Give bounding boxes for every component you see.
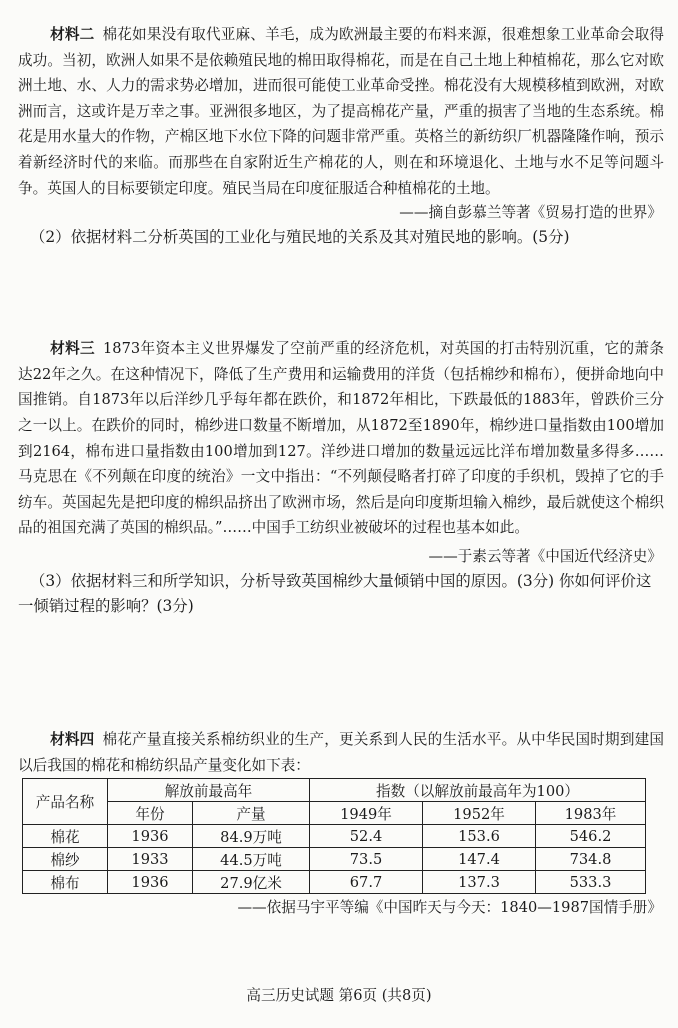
material4-source: ——依据马宇平等编《中国昨天与今天：1840—1987国情手册》 [237,899,662,917]
material2-label: 材料二 [50,26,95,43]
subheader-1983: 1983年 [536,802,646,825]
cell-1949: 52.4 [310,825,423,848]
cell-1983: 533.3 [536,871,646,894]
question-2: （2）依据材料二分析英国的工业化与殖民地的关系及其对殖民地的影响。(5分) [30,228,570,247]
material2-source: ——摘自彭慕兰等著《贸易打造的世界》 [399,204,662,222]
production-table [22,778,646,894]
cell-year: 1936 [108,825,193,848]
table-row [23,825,646,848]
cell-1952: 147.4 [423,848,536,871]
page-footer: 高三历史试题 第6页 (共8页) [246,987,432,1004]
material3-source: ——于素云等著《中国近代经济史》 [428,547,662,565]
subheader-1949: 1949年 [310,802,423,825]
material3-paragraph [18,336,664,541]
material2-text: 棉花如果没有取代亚麻、羊毛，成为欧洲最主要的布料来源，很难想象工业革命会取得成功。当初，欧洲人如果不是依赖殖民地的棉田取得棉花，而是在自己土地上种植棉花，那么它对欧洲土地、水、人力的需求势必增加，进而很可能使工业革命受挫。棉花没有大规模移植到欧洲，对欧洲而言，这或许是万幸之事。亚洲很多地区，为了提高棉花产量，严重的损害了当地的生态系统。棉花是用水量大的作物，产棉区地下水位下降的问题非常严重。英格兰的新纺织厂机器隆隆作响，预示着新经济时代的来临。而那些在自家附近生产棉花的人，则在和环境退化、土地与水不足等问题斗争。英国人的目标要锁定印度。殖民当局在印度征服适合种植棉花的土地。 [18,26,664,197]
subheader-output: 产量 [193,802,310,825]
exam-page [18,22,664,920]
header-prewar: 解放前最高年 [108,779,310,802]
cell-year: 1933 [108,848,193,871]
cell-1983: 546.2 [536,825,646,848]
cell-1983: 734.8 [536,848,646,871]
subheader-year: 年份 [108,802,193,825]
cell-output: 27.9亿米 [193,871,310,894]
table-row [23,848,646,871]
cell-1949: 73.5 [310,848,423,871]
table-header-row [23,779,646,802]
answer-space-3 [18,619,664,727]
cell-name: 棉花 [23,825,108,848]
cell-name: 棉纱 [23,848,108,871]
material2-paragraph [18,22,664,201]
cell-1952: 153.6 [423,825,536,848]
cell-output: 84.9万吨 [193,825,310,848]
material3-text: 1873年资本主义世界爆发了空前严重的经济危机，对英国的打击特别沉重，它的萧条达22年之久。在这种情况下，降低了生产费用和运输费用的洋货（包括棉纱和棉布），便拼命地向中国推销。自1873年以后洋纱几乎每年都在跌价，和1872年相比，下跌最低的1883年，曾跌价三分之一以上。在跌价的同时，棉纱进口数量不断增加，从1872至1890年，棉纱进口量指数由100增加到2164，棉布进口量指数由100增加到127。洋纱进口增加的数量远远比洋布增加数量多得多……马克思在《不列颠在印度的统治》一文中指出：“不列颠侵略者打碎了印度的手织机，毁掉了它的手纺车。英国起先是把印度的棉织品挤出了欧洲市场，然后是向印度斯坦输入棉纱，最后就使这个棉织品的祖国充满了英国的棉织品。”……中国手工纺织业被破坏的过程也基本如此。 [18,340,664,537]
answer-space-2 [18,250,664,336]
material4-label: 材料四 [50,730,95,748]
table-subheader-row [23,802,646,825]
subheader-1952: 1952年 [423,802,536,825]
header-index: 指数（以解放前最高年为100） [310,779,646,802]
header-product: 产品名称 [23,779,108,825]
material3-label: 材料三 [50,340,96,358]
material4-paragraph [18,727,664,778]
material4-text: 棉花产量直接关系棉纺织业的生产，更关系到人民的生活水平。从中华民国时期到建国以后我国的棉花和棉纺织品产量变化如下表： [18,730,664,774]
cell-1952: 137.3 [423,871,536,894]
cell-output: 44.5万吨 [193,848,310,871]
cell-1949: 67.7 [310,871,423,894]
table-row [23,871,646,894]
question-3: （3）依据材料三和所学知识，分析导致英国棉纱大量倾销中国的原因。(3分) 你如何评价这一倾销过程的影响？(3分) [18,571,652,615]
cell-name: 棉布 [23,871,108,894]
cell-year: 1936 [108,871,193,894]
